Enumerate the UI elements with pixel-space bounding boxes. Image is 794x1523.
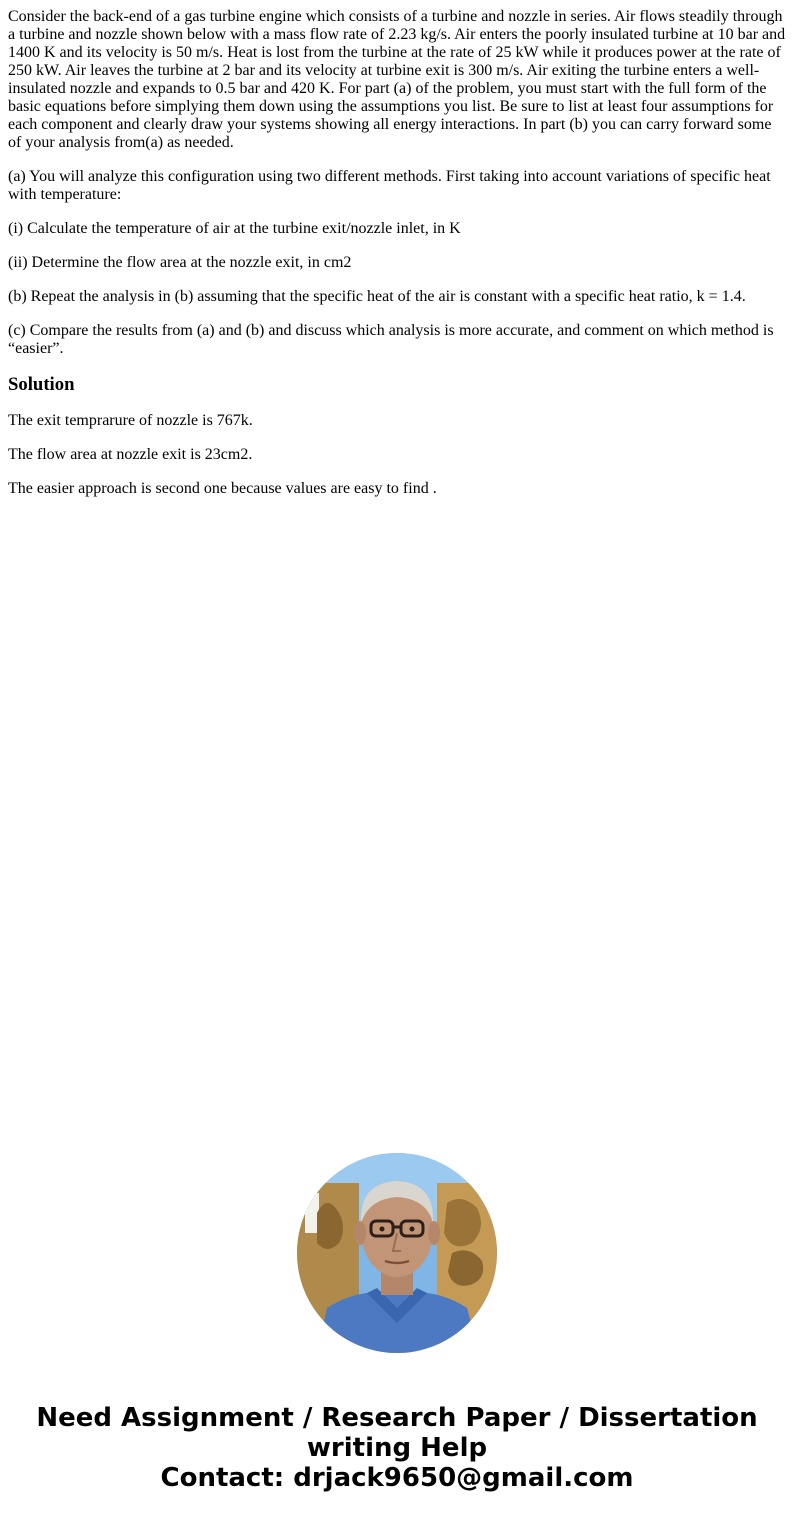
solution-heading: Solution <box>8 374 75 395</box>
document-body <box>8 8 786 514</box>
author-portrait-image <box>297 1153 497 1353</box>
solution-line-1: The exit temprarure of nozzle is 767k. <box>8 412 253 429</box>
solution-line-2: The flow area at nozzle exit is 23cm2. <box>8 446 253 463</box>
question-part-a-i: (i) Calculate the temperature of air at the turbine exit/nozzle inlet, in K <box>8 220 461 237</box>
question-part-a: (a) You will analyze this configuration using two different methods. First taking into account variations of specific heat with temperature: <box>8 168 771 203</box>
promo-line-1: Need Assignment / Research Paper / Dissertation <box>36 1403 758 1433</box>
promo-contact: Contact: drjack9650@gmail.com <box>160 1463 634 1493</box>
solution-line-3: The easier approach is second one because values are easy to find . <box>8 480 437 497</box>
question-part-c: (c) Compare the results from (a) and (b) and discuss which analysis is more accurate, and comment on which method is “easier”. <box>8 322 774 357</box>
author-avatar <box>297 1153 497 1353</box>
question-part-a-ii: (ii) Determine the flow area at the nozzle exit, in cm2 <box>8 254 352 271</box>
promo-line-2: writing Help <box>306 1433 488 1463</box>
promo-banner <box>0 1403 794 1493</box>
question-intro: Consider the back-end of a gas turbine engine which consists of a turbine and nozzle in series. Air flows steadily through a turbine and nozzle shown below with a mass flow rate of 2.23 kg/s. Air enters the poorly insulated turbine at 10 bar and 1400 K and its velocity is 50 m/s. Heat is lost from the turbine at the rate of 25 kW while it produces power at the rate of 250 kW. Air leaves the turbine at 2 bar and its velocity at turbine exit is 300 m/s. Air exiting the turbine enters a well-insulated nozzle and expands to 0.5 bar and 420 K. For part (a) of the problem, you must start with the full form of the basic equations before simplying them down using the assumptions you list. Be sure to list at least four assumptions for each component and clearly draw your systems showing all energy interactions. In part (b) you can carry forward some of your analysis from(a) as needed. <box>8 8 786 151</box>
question-part-b: (b) Repeat the analysis in (b) assuming that the specific heat of the air is constant with a specific heat ratio, k = 1.4. <box>8 288 746 305</box>
